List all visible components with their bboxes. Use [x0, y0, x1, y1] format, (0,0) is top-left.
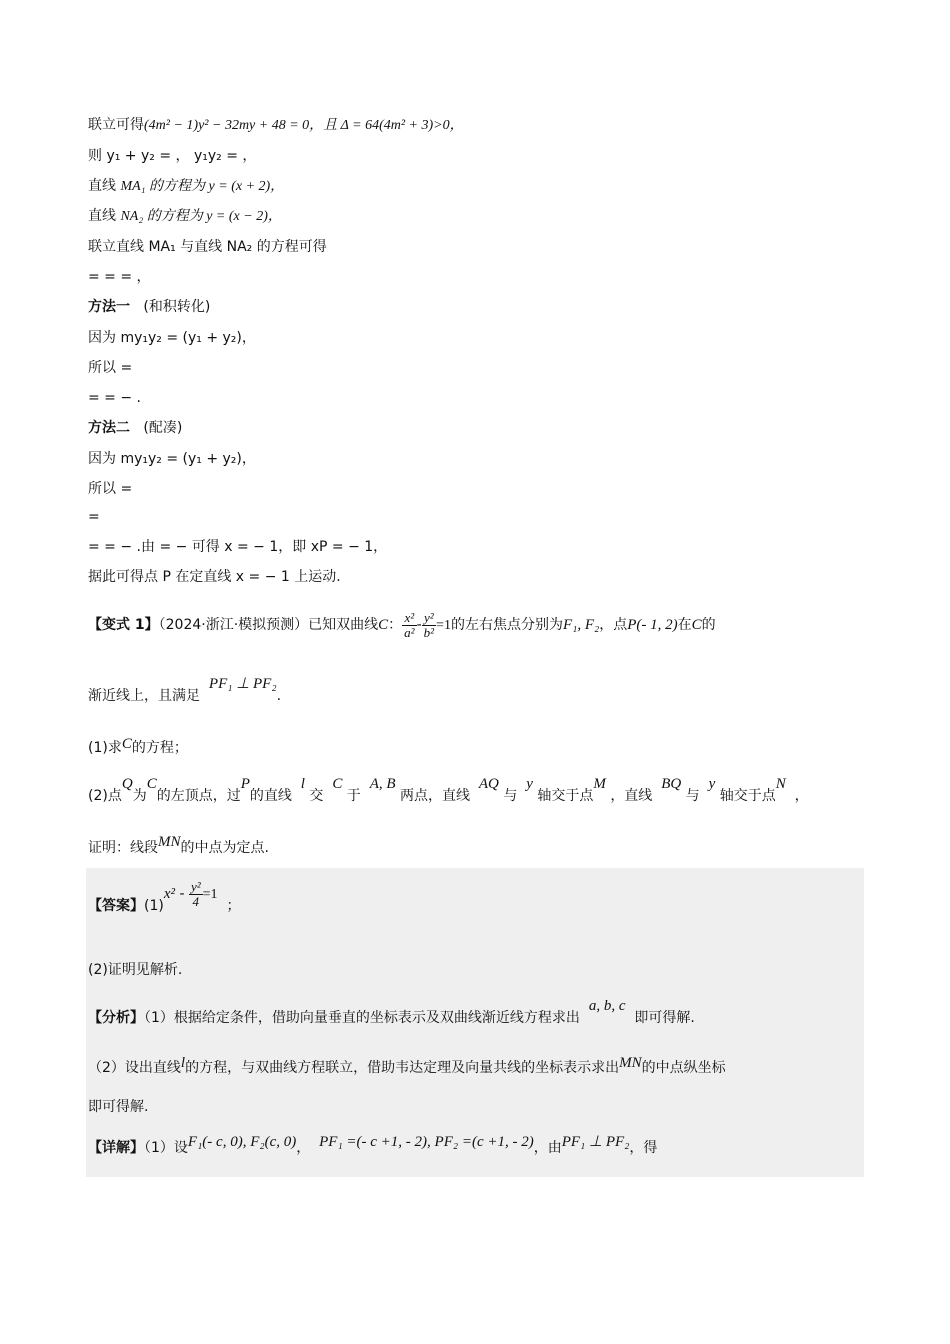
variant-tag: 【变式 1】 — [88, 617, 159, 633]
answer-frac-num: y² — [190, 878, 201, 894]
detail-line — [88, 1134, 657, 1162]
method-two-line-4: = = − .由 = − 可得 x = − 1，即 xP = − 1， — [88, 539, 388, 555]
method-two-title: 方法二 — [88, 420, 130, 436]
q2-y2: y — [708, 776, 716, 792]
derivation-line-4 — [88, 206, 282, 227]
q2-e: 交 — [309, 788, 324, 804]
frac1-den: a² — [404, 624, 415, 640]
derivation-line-2: 则 y₁ + y₂ = ， y₁y₂ = ， — [88, 148, 257, 164]
answer-x2: x² — [163, 886, 175, 902]
perpendicular-condition: PF₁ ⊥ PF₂ — [208, 676, 277, 692]
detail-t1: （1）设 — [144, 1140, 188, 1156]
detail-tag: 【详解】 — [88, 1140, 144, 1156]
q2-y1: y — [526, 776, 533, 792]
method-two-sub: (配凑) — [143, 420, 183, 436]
answer-semi: ； — [226, 898, 241, 914]
q2-h: 与 — [503, 788, 518, 804]
variant-source: （2024·浙江·模拟预测） — [158, 617, 309, 633]
line4-math: NA₂ 的方程为 y = (x − 2)， — [120, 209, 282, 224]
q2-d: 的直线 — [249, 788, 292, 804]
q2-i: 轴交于点 — [537, 788, 594, 804]
detail-perp: PF₁ ⊥ PF₂ — [561, 1134, 630, 1150]
line3-text: 直线 — [88, 178, 116, 194]
prove-a: 证明：线段 — [88, 840, 158, 856]
q2-C: C — [146, 776, 157, 792]
variant-intro: 已知双曲线 — [308, 617, 379, 633]
method-two-line-5: 据此可得点 P 在定直线 x = − 1 上运动. — [88, 569, 341, 585]
q2-P: P — [240, 776, 250, 792]
on-text: 在 — [677, 617, 692, 633]
frac2-num: y² — [422, 611, 436, 626]
q1-text: (1)求 — [88, 740, 122, 756]
derivation-line-3 — [88, 176, 284, 197]
detail-foci: F₁(- c, 0), F₂(c, 0) — [187, 1134, 297, 1150]
q2-N: N — [775, 776, 786, 792]
method-one-title: 方法一 — [88, 299, 130, 315]
analysis-abc: a, b, c — [588, 998, 626, 1014]
analysis-line-3: 即可得解. — [88, 1099, 149, 1115]
variant-statement — [88, 606, 716, 645]
q2-m: 轴交于点 — [719, 788, 776, 804]
q2-b: 为 — [132, 788, 147, 804]
line4-text: 直线 — [88, 208, 116, 224]
prove-b: 的中点为定点. — [180, 840, 269, 856]
q2-BQ: BQ — [661, 776, 682, 792]
fraction-y-over-b — [422, 611, 436, 640]
analysis-tag: 【分析】 — [88, 1010, 144, 1026]
method-one-sub: (和积转化) — [143, 299, 211, 315]
de-text: 的 — [701, 617, 716, 633]
line3-math: MA₁ 的方程为 y = (x + 2)， — [120, 179, 285, 194]
analysis-MN: MN — [619, 1055, 642, 1071]
foci-text: 的左右焦点分别为 — [450, 617, 563, 633]
q2-Q: Q — [121, 776, 133, 792]
detail-t3: ，得 — [629, 1140, 658, 1156]
method-two-heading — [88, 418, 182, 438]
analysis-t1-end: 即可得解. — [634, 1010, 695, 1026]
method-two-line-2: 所以 = — [88, 481, 133, 497]
q2-n: ， — [794, 788, 809, 804]
method-two-line-1: 因为 my₁y₂ = (y₁ + y₂)， — [88, 451, 256, 467]
colon: ： — [388, 617, 403, 633]
detail-pf-vectors: PF₁ =(- c +1, - 2), PF₂ =(c +1, - 2) — [319, 1134, 534, 1150]
question-1 — [88, 738, 188, 758]
q2-g: 两点，直线 — [399, 788, 470, 804]
detail-t2: ，由 — [533, 1140, 562, 1156]
analysis-t2c: 的中点纵坐标 — [641, 1060, 726, 1076]
curve-c: C — [691, 617, 702, 633]
equals-one: =1 — [436, 618, 451, 633]
derivation-line-6: = = = ， — [88, 269, 151, 285]
period: . — [276, 688, 282, 704]
answer-minus: - — [179, 886, 185, 902]
minus-sign: - — [416, 617, 422, 633]
answer-tag: 【答案】 — [88, 898, 144, 914]
q2-k: 与 — [685, 788, 700, 804]
fraction-x-over-a — [402, 611, 416, 640]
answer-part-2: (2)证明见解析. — [88, 962, 183, 978]
frac1-num: x² — [402, 611, 416, 626]
prove-line — [88, 834, 269, 862]
frac2-den: b² — [423, 624, 435, 640]
line1-text: 联立可得 — [88, 117, 144, 133]
answer-line — [88, 878, 241, 927]
q2-C2: C — [332, 776, 343, 792]
method-one-heading — [88, 297, 210, 317]
analysis-l: l — [180, 1055, 186, 1071]
point-p: P(- 1, 2) — [627, 617, 678, 633]
analysis-line-2 — [88, 1056, 726, 1080]
method-one-line-1: 因为 my₁y₂ = (y₁ + y₂)， — [88, 330, 256, 346]
derivation-line-5: 联立直线 MA₁ 与直线 NA₂ 的方程可得 — [88, 239, 327, 255]
analysis-t2b: 的方程，与双曲线方程联立，借助韦达定理及向量共线的坐标表示求出 — [185, 1060, 620, 1076]
derivation-line-1 — [88, 115, 464, 136]
q2-j: ，直线 — [610, 788, 653, 804]
asymptote-text: 渐近线上，且满足 — [88, 688, 200, 704]
prove-MN: MN — [158, 834, 181, 850]
q2-f: 于 — [346, 788, 361, 804]
answer-p1: (1) — [144, 898, 164, 914]
method-one-line-3: = = − . — [88, 390, 141, 406]
analysis-line-1 — [88, 998, 695, 1032]
detail-comma: ， — [296, 1140, 311, 1156]
point-text: ，点 — [599, 617, 628, 633]
analysis-t1: （1）根据给定条件，借助向量垂直的坐标表示及双曲线渐近线方程求出 — [144, 1010, 580, 1026]
question-2 — [88, 776, 809, 810]
curve-name: C — [378, 617, 389, 633]
method-two-line-3: = — [88, 509, 100, 525]
q2-AB: A, B — [369, 776, 396, 792]
q1-end: 的方程； — [131, 740, 188, 756]
answer-fraction — [189, 880, 203, 909]
method-one-line-2: 所以 = — [88, 360, 133, 376]
q2-a: (2)点 — [88, 788, 122, 804]
answer-frac-den: 4 — [192, 893, 200, 909]
q1-c: C — [121, 736, 132, 752]
q2-M: M — [593, 776, 606, 792]
answer-eq: =1 — [202, 887, 218, 902]
variant-line-2 — [88, 676, 281, 716]
q2-AQ: AQ — [478, 776, 499, 792]
q2-l: l — [300, 776, 305, 792]
q2-c: 的左顶点，过 — [156, 788, 241, 804]
line1-math: (4m² − 1)y² − 32my + 48 = 0，且 Δ = 64(4m² + 3)>0， — [144, 118, 464, 133]
analysis-t2: （2）设出直线 — [88, 1060, 181, 1076]
foci-symbols: F₁, F₂ — [562, 617, 600, 633]
